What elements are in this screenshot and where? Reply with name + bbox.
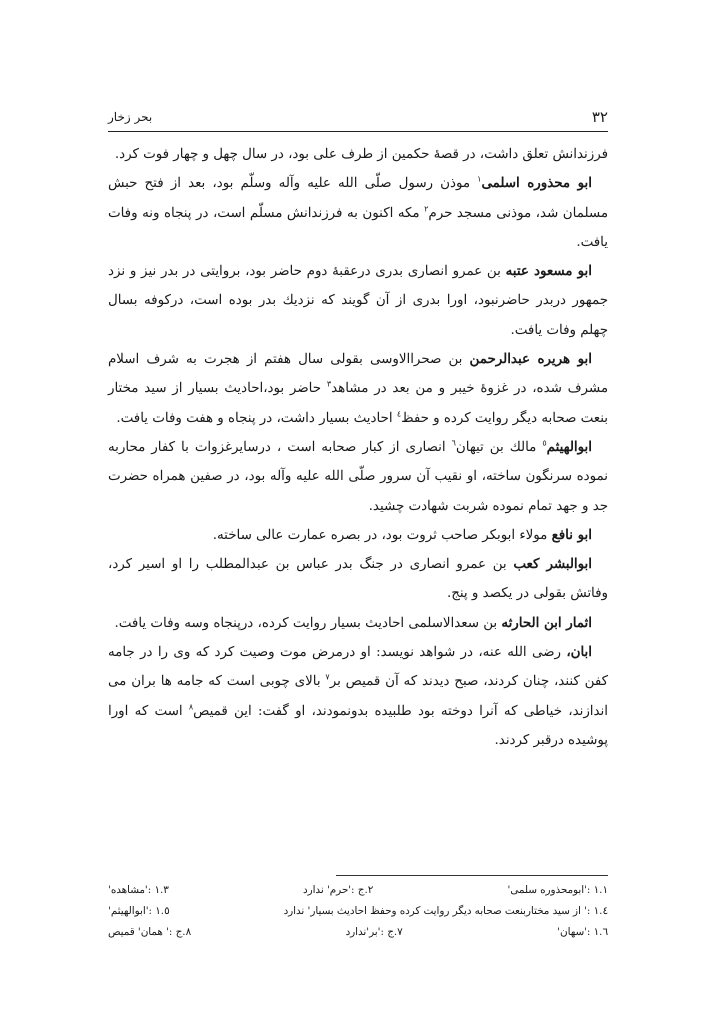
paragraph xyxy=(108,638,608,755)
paragraph-text: بن عمرو انصاری بدری درعقبهٔ دوم حاضر بود، بروایتی در بدر نیز و نزد جمهور دربدر حاضرنبود، اورا بدری از آن گویند که نزدیك بدر بوده است، درکوفه بسال چهلم وفات یافت. xyxy=(108,264,608,338)
footnote-row xyxy=(108,922,608,943)
footnote: ١.٣ :'مشاهده' xyxy=(108,884,169,896)
paragraph-text: حاضر بود،احادیث بسیار از سید مختار بنعت صحابه دیگر روایت کرده و حفظ xyxy=(108,381,608,426)
body-text xyxy=(108,140,608,755)
paragraph-text: مولاء ابوبکر صاحب ثروت بود، در بصره عمارت عالی ساخته. xyxy=(212,527,552,543)
footnote: ١.٥ :'ابوالهیثم' xyxy=(108,905,170,917)
paragraph-text: مالك بن تیهان xyxy=(455,439,543,455)
paragraph-text: بالای چوبی است که جامه ها بران می اندازند، خیاطی که آنرا دوخته بود طلبیده بدونمودند، او گفت: این قمیص xyxy=(108,674,608,719)
footnote: ٧.ج :'بر'ندارد xyxy=(345,926,403,938)
header-rule xyxy=(108,131,608,132)
paragraph xyxy=(108,433,608,521)
footnote-rule xyxy=(336,875,608,876)
footnote: ١.٦ :'سهان' xyxy=(557,926,608,938)
running-title: بحر زخار xyxy=(108,110,153,124)
footnote: ١.١ :'ابومحذوره سلمی' xyxy=(507,884,608,896)
paragraph-text: مکه اکنون به فرزندانش مسلّم است، در پنجاه ونه وفات یافت. xyxy=(108,205,608,250)
entry-name: اثمار ابن الحارثه xyxy=(501,614,592,631)
footnote-marker: ٣ xyxy=(326,379,332,389)
paragraph-text: انصاری از کبار صحابه است ، درسایرغزوات با کفار محاربه نموده سرنگون ساخته، او نقیب آن سرور صلّی الله علیه وآله بود، در صفین همراه حضرت جد و جهد تمام نموده شربت شهادت چشید. xyxy=(108,439,608,514)
paragraph xyxy=(108,345,608,433)
paragraph xyxy=(108,521,608,550)
entry-name: ابوالبشر کعب xyxy=(513,556,593,573)
paragraph xyxy=(108,140,608,169)
paragraph xyxy=(108,257,608,345)
paragraph-text: بن صحراالاوسی بقولی سال هفتم از هجرت به شرف اسلام مشرف شده، در غزوهٔ خیبر و من بعد در مشاهد xyxy=(108,352,608,397)
paragraph-text: است که اورا پوشیده درقبر کردند. xyxy=(108,703,608,748)
entry-name: ابو نافع xyxy=(551,526,592,543)
footnotes xyxy=(108,880,608,943)
paragraph-text: بن عمرو انصاری در جنگ بدر عباس بن عبدالمطلب را او اسیر کرد، وفاتش بقولی در یکصد و پنج. xyxy=(108,557,608,602)
paragraph-text: موذن رسول صلّی الله علیه وآله وسلّم بود، بعد از فتح حبش مسلمان شد، موذنی مسجد حرم xyxy=(108,176,608,221)
footnote-marker: ٨ xyxy=(188,702,194,712)
entry-name: ابوالهیثم xyxy=(546,438,592,455)
footnote-marker: ١ xyxy=(477,174,482,184)
footnote-marker: ٥ xyxy=(542,438,547,448)
page-number: ٣٢ xyxy=(591,108,608,126)
paragraph xyxy=(108,609,608,638)
footnote-row xyxy=(108,901,608,922)
paragraph-text: فرزندانش تعلق داشت، در قصهٔ حکمین از طرف علی بود، در سال چهل و چهار فوت کرد. xyxy=(114,147,608,162)
footnote-marker: ٦ xyxy=(451,438,456,448)
paragraph-text: احادیث بسیار داشت، در پنجاه و هفت وفات یافت. xyxy=(116,410,397,426)
footnote-marker: ٧ xyxy=(325,672,330,682)
footnote-marker: ٢ xyxy=(424,204,429,214)
entry-name: ابو محذوره اسلمی xyxy=(481,175,592,192)
footnote: ٢.ج :'حرم' ندارد xyxy=(303,884,374,896)
footnote-row xyxy=(108,880,608,901)
entry-name: ابو هریره عبدالرحمن xyxy=(469,351,592,368)
paragraph xyxy=(108,169,608,257)
entry-name: ابان، xyxy=(566,644,592,661)
entry-name: ابو مسعود عتبه xyxy=(505,263,592,280)
page-header xyxy=(108,108,608,132)
paragraph-text: رضی الله عنه، در شواهد نویسد: او درمرض موت وصیت کرد که وی را در جامه کفن کنند، چنان کردند، صبح دیدند که آن قمیص بر xyxy=(108,645,608,690)
footnote-marker: ٤ xyxy=(396,409,402,419)
paragraph-text: بن سعدالاسلمی احادیث بسیار روایت کرده، درپنجاه وسه وفات یافت. xyxy=(114,615,502,631)
footnote: ١.٤ :' از سید مختاربنعت صحابه دیگر روایت کرده وحفظ احادیث بسیار' ندارد xyxy=(283,905,608,917)
paragraph xyxy=(108,550,608,609)
footnote: ٨.ج :' همان' قمیص xyxy=(108,926,192,938)
